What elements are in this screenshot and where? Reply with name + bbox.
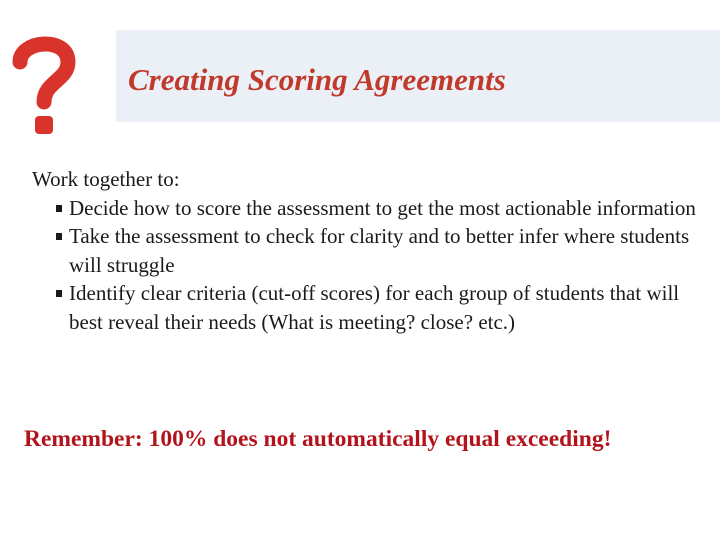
bullet-square-icon — [56, 290, 62, 297]
intro-text: Work together to: — [32, 167, 180, 191]
question-mark-icon — [6, 28, 82, 140]
reminder-text: Remember: 100% does not automatically equal exceeding! — [24, 426, 612, 452]
bullet-list — [32, 194, 702, 337]
bullet-text: Identify clear criteria (cut-off scores) for each group of students that will best reveal their needs (What is meeting? close? etc.) — [69, 281, 680, 334]
bullet-text: Decide how to score the assessment to get the most actionable information — [69, 195, 696, 220]
bullet-item — [32, 222, 702, 279]
bullet-square-icon — [56, 233, 62, 240]
bullet-item — [32, 194, 702, 223]
slide-body — [32, 165, 702, 336]
bullet-item — [32, 279, 702, 336]
slide-title: Creating Scoring Agreements — [128, 62, 506, 97]
bullet-text: Take the assessment to check for clarity and to better infer where students will struggle — [69, 224, 690, 277]
bullet-square-icon — [56, 205, 62, 212]
